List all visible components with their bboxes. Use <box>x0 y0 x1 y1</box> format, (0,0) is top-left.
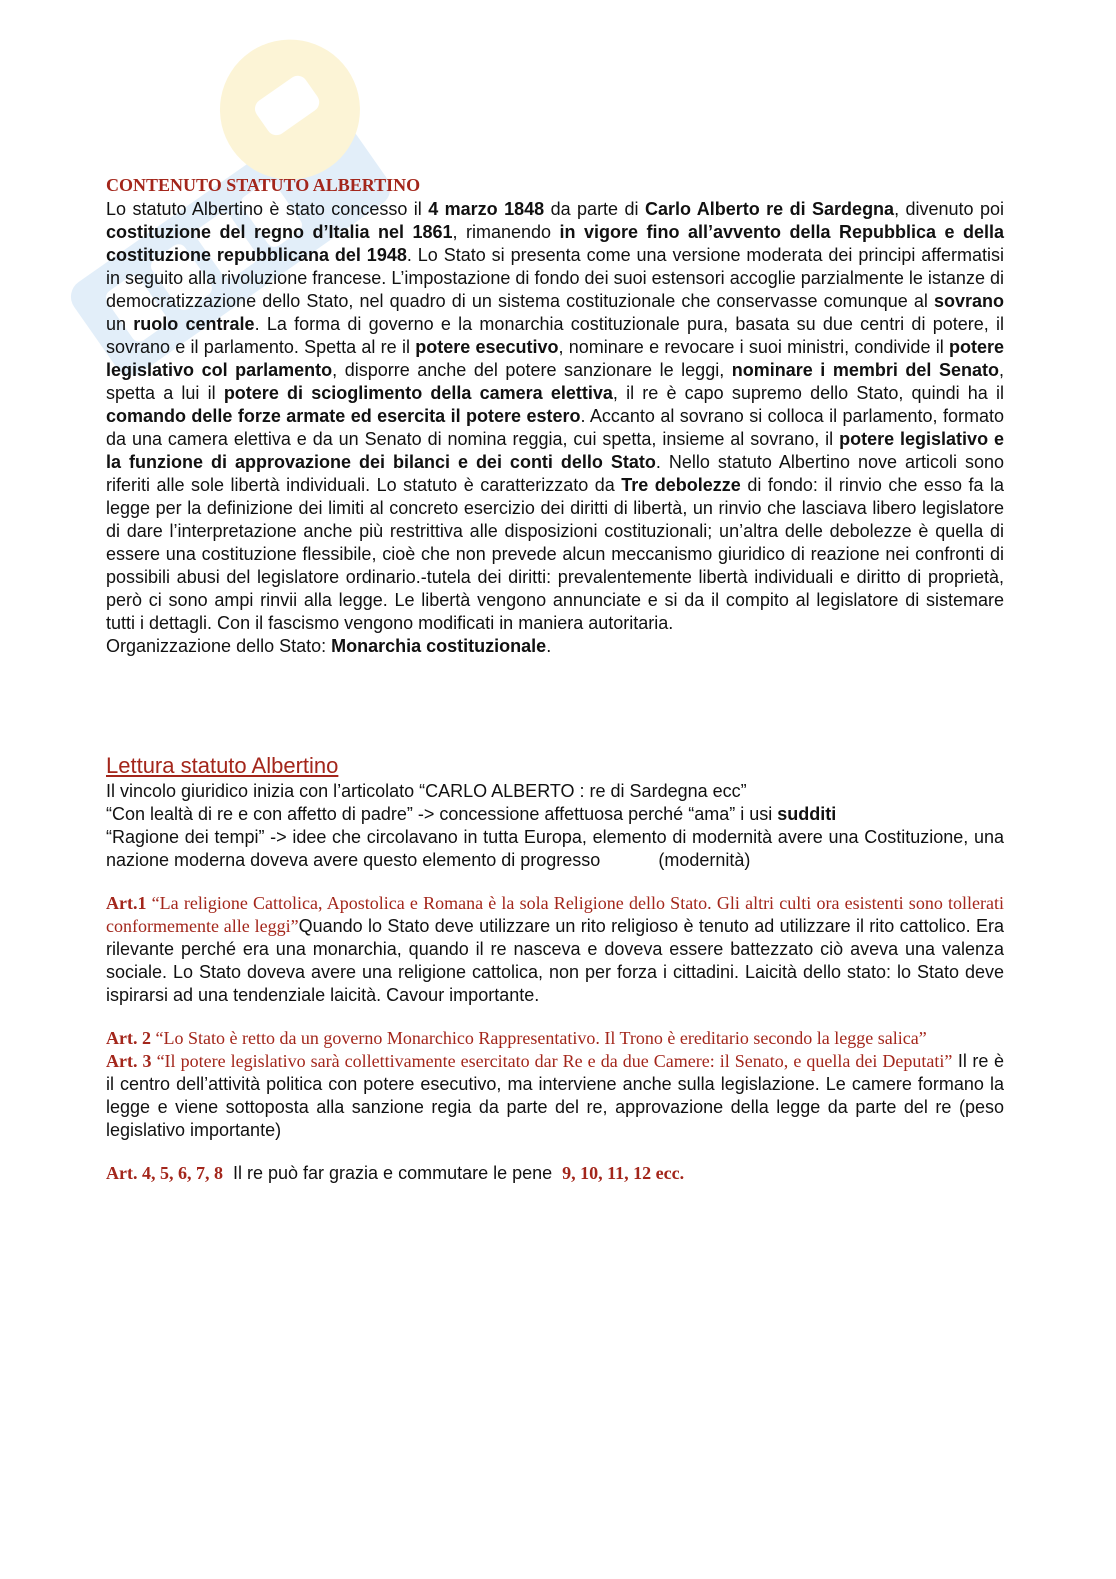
org-value: Monarchia costituzionale <box>331 636 547 656</box>
bold-phrase: Carlo Alberto re di Sardegna <box>644 199 895 219</box>
text-run: Lo statuto Albertino è stato concesso il <box>106 199 429 219</box>
article-1-label: Art.1 <box>106 893 147 913</box>
article-4-8 <box>106 1162 1004 1185</box>
lettura-line-3-end: (modernità) <box>658 850 751 870</box>
text-run: , spetta a lui il <box>106 360 1005 403</box>
bold-phrase: in vigore fino all’avvento della Repubblica e della costituzione repubblicana del 1948 <box>106 222 1005 265</box>
bold-phrase: comando delle forze armate ed esercita il potere estero <box>106 406 581 426</box>
org-end: . <box>546 636 552 656</box>
article-3-quote: “Il potere legislativo sarà collettivamente esercitato dar Re e da due Camere: il Senato, e quella dei Deputati” <box>151 1051 953 1071</box>
article-1-comment: Quando lo Stato deve utilizzare un rito religioso è tenuto ad utilizzare il rito cattolico. Era rilevante perché era una monarchia, quando il re nasceva e doveva essere battezzato ciò aveva una valenza sociale. Lo Stato doveva avere una religione cattolica, non per forza i cittadini. Laicità dello stato: lo Stato deve ispirarsi ad una tendenziale laicità. Cavour importante. <box>106 916 1004 1005</box>
bold-phrase: potere legislativo e la funzione di approvazione dei bilanci e dei conti dello Stato <box>106 429 1004 472</box>
article-2-label: Art. 2 <box>106 1028 151 1048</box>
article-4-8-comment: Il re può far grazia e commutare le pene <box>222 1163 563 1183</box>
text-run: . Nello statuto Albertino nove articoli sono riferiti alle sole libertà individuali. Lo statuto è caratterizzato da <box>106 452 1004 495</box>
text-run: . La forma di governo e la monarchia costituzionale pura, basata su due centri di potere, il sovrano e il parlamento. Spetta al re il <box>106 314 1004 357</box>
article-3 <box>106 1050 1004 1142</box>
bold-phrase: nominare i membri del Senato <box>731 360 999 380</box>
article-9-12-label: 9, 10, 11, 12 ecc. <box>562 1163 685 1183</box>
bold-phrase: costituzione del regno d’Italia nel 1861 <box>106 222 453 242</box>
bold-phrase: potere di scioglimento della camera elettiva <box>223 383 613 403</box>
lettura-line-2-text: “Con lealtà di re e con affetto di padre” -> concessione affettuosa perché “ama” i usi <box>106 804 778 824</box>
article-1 <box>106 892 1004 1007</box>
text-run: , nominare e revocare i suoi ministri, condivide il <box>558 337 949 357</box>
text-run: un <box>106 314 134 334</box>
section-title-lettura: Lettura statuto Albertino <box>106 753 339 778</box>
article-3-label: Art. 3 <box>106 1051 152 1071</box>
bold-phrase: ruolo centrale <box>133 314 255 334</box>
text-run: , disporre anche del potere sanzionare le leggi, <box>332 360 732 380</box>
paragraph-contenuto <box>106 198 1004 635</box>
article-2 <box>106 1027 1004 1050</box>
lettura-line-3 <box>106 826 1004 872</box>
article-3-comment: Il re è il centro dell’attività politica con potere esecutivo, ma interviene anche sulla legislazione. Le camere formano la legge e viene sottoposta alla sanzione regia da parte del re, approvazione della legge da parte del re (peso legislativo importante) <box>106 1051 1004 1140</box>
paragraph-organizzazione <box>106 635 1004 658</box>
bold-phrase: Tre debolezze <box>621 475 741 495</box>
text-run: , rimanendo <box>452 222 560 242</box>
org-label: Organizzazione dello Stato: <box>106 636 332 656</box>
lettura-line-2 <box>106 803 1004 826</box>
text-run: da parte di <box>544 199 645 219</box>
bold-phrase: potere esecutivo <box>415 337 559 357</box>
sudditi-bold: sudditi <box>777 804 837 824</box>
text-run: . Accanto al sovrano si colloca il parlamento, formato da una camera elettiva e da un Senato di nomina reggia, cui spetta, insieme al sovrano, il <box>106 406 1004 449</box>
text-run: di fondo: il rinvio che esso fa la legge per la definizione dei limiti al concreto esercizio dei diritti di libertà, un rinvio che lasciava libero legislatore di dare l’interpretazione anche più restrittiva alle disposizioni costituzionali; un’altra delle debolezze è quella di essere una costituzione flessibile, cioè che non prevede alcun meccanismo giuridico di reazione nei confronti di possibili abusi del legislatore ordinario.-tutela dei diritti: prevalentemente libertà individuali e diritto di proprietà, però ci sono ampi rinvii alla legge. Le libertà vengono annunciate e si da il compito al legislatore di sistemare tutti i dettagli. Con il fascismo vengono modificati in maniera autoritaria. <box>106 475 1004 633</box>
text-run: , divenuto poi <box>894 199 1005 219</box>
text-run: , il re è capo supremo dello Stato, quindi ha il <box>612 383 1004 403</box>
document-page <box>106 168 1004 1185</box>
text-run: . Lo Stato si presenta come una versione moderata dei principi affermatisi in seguito alla rivoluzione francese. L’impostazione di fondo dei suoi estensori accoglie parzialmente le istanze di democratizzazione dello Stato, nel quadro di un sistema costituzionale che conservasse comunque al <box>106 245 1004 311</box>
article-4-8-label: Art. 4, 5, 6, 7, 8 <box>106 1163 223 1183</box>
bold-phrase: potere legislativo col parlamento <box>106 337 1004 380</box>
lettura-line-1: Il vincolo giuridico inizia con l’articolato “CARLO ALBERTO : re di Sardegna ecc” <box>106 781 747 801</box>
bold-phrase: sovrano <box>933 291 1004 311</box>
article-2-quote: “Lo Stato è retto da un governo Monarchico Rappresentativo. Il Trono è ereditario secondo la legge salica” <box>150 1028 927 1048</box>
article-1-quote: “La religione Cattolica, Apostolica e Romana è la sola Religione dello Stato. Gli altri culti ora esistenti sono tollerati conformemente alle leggi” <box>106 893 1004 936</box>
section-title-contenuto: CONTENUTO STATUTO ALBERTINO <box>106 175 421 195</box>
lettura-line-3-text: “Ragione dei tempi” -> idee che circolavano in tutta Europa, elemento di modernità avere una Costituzione, una nazione moderna doveva avere questo elemento di progresso <box>106 827 1004 870</box>
bold-phrase: 4 marzo 1848 <box>428 199 545 219</box>
